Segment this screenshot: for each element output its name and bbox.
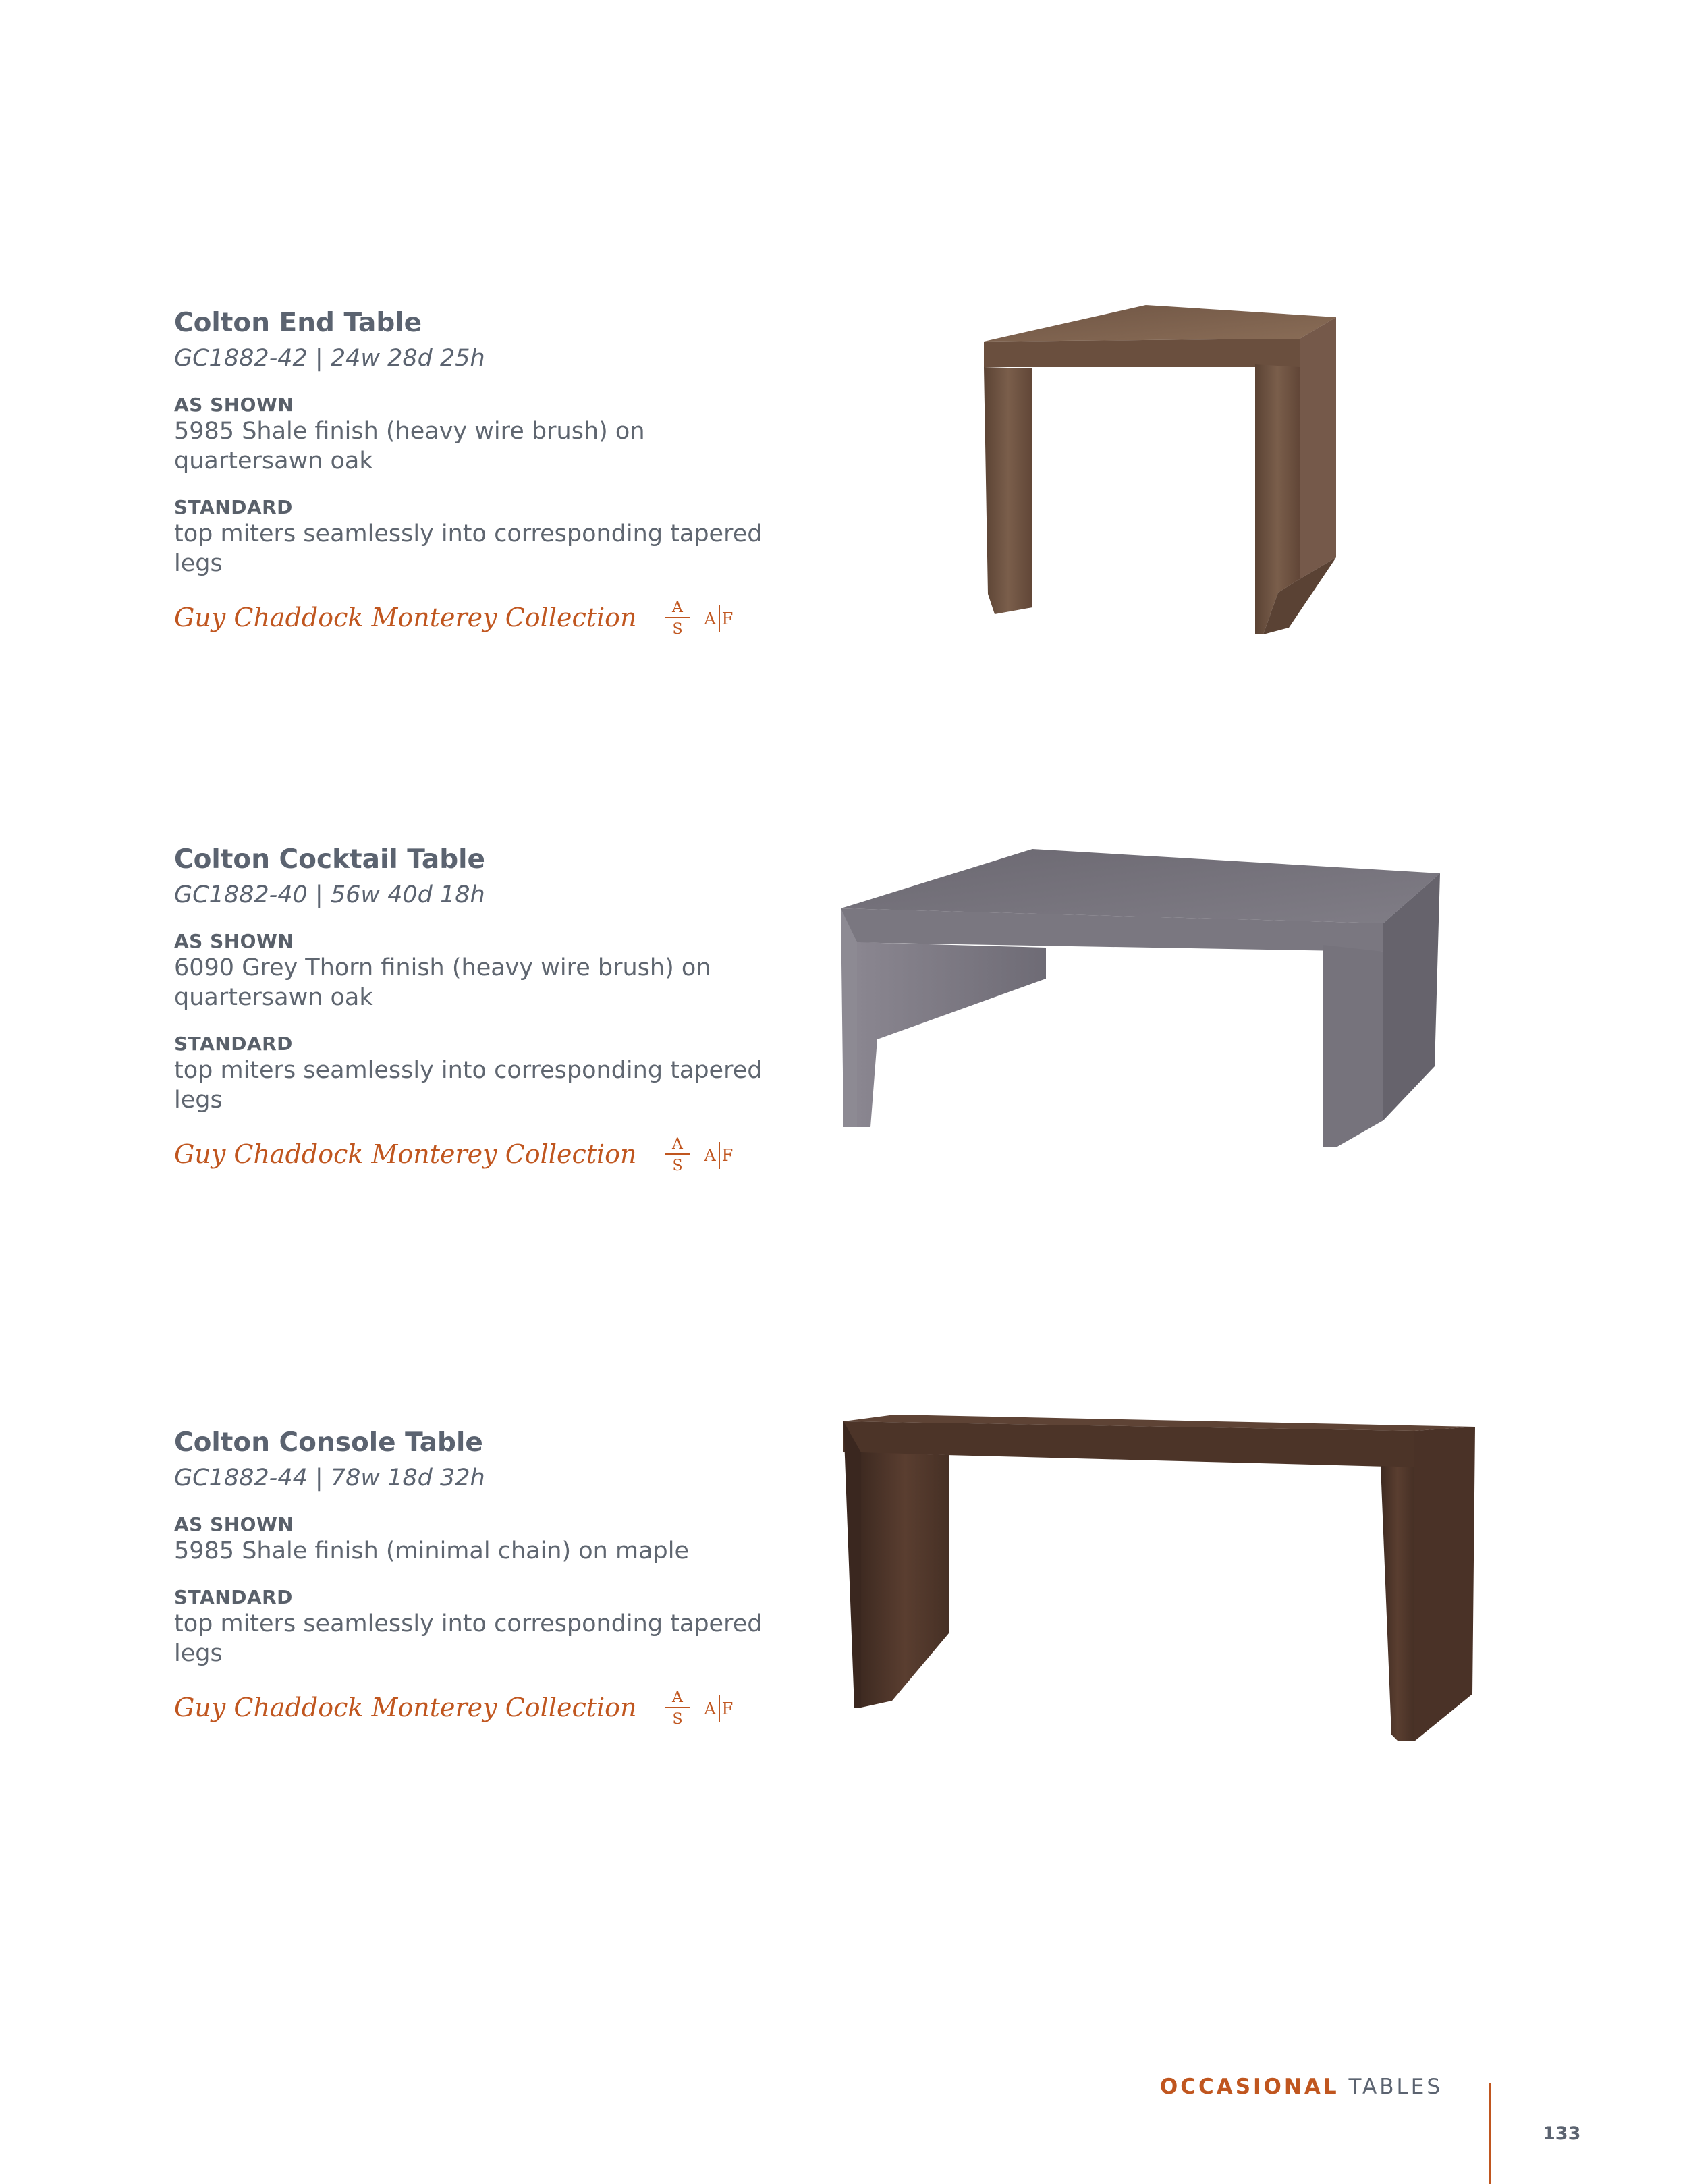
logo-letter-f: F bbox=[721, 1146, 733, 1165]
logo-letter-a: A bbox=[671, 599, 683, 616]
product-info bbox=[174, 307, 849, 638]
logo-letter-a: A bbox=[671, 1136, 683, 1153]
as-shown-label: AS SHOWN bbox=[174, 393, 294, 416]
as-shown-text: 5985 Shale finish (heavy wire brush) on quartersawn oak bbox=[174, 418, 645, 474]
cocktail-table-photo bbox=[837, 844, 1444, 1154]
product-title: Colton End Table bbox=[174, 308, 422, 338]
logo-letter-s: S bbox=[671, 1711, 683, 1728]
standard-label: STANDARD bbox=[174, 496, 293, 518]
console-table-photo bbox=[841, 1411, 1482, 1748]
brand-logo-icon bbox=[663, 597, 744, 638]
brand-logo-icon bbox=[663, 1687, 744, 1728]
standard-label: STANDARD bbox=[174, 1586, 293, 1608]
product-sku: GC1882-40 | 56w 40d 18h bbox=[174, 881, 485, 908]
footer-divider bbox=[1489, 2083, 1491, 2184]
collection-name: Guy Chaddock Monterey Collection bbox=[174, 603, 637, 632]
product-sku: GC1882-44 | 78w 18d 32h bbox=[174, 1465, 485, 1492]
footer-category-rest: TABLES bbox=[1348, 2075, 1443, 2099]
footer-category bbox=[1160, 2075, 1443, 2099]
logo-letter-f: F bbox=[721, 1699, 733, 1718]
as-shown-label: AS SHOWN bbox=[174, 930, 294, 952]
logo-letter-a2: A bbox=[703, 1146, 716, 1165]
as-shown-label: AS SHOWN bbox=[174, 1513, 294, 1535]
standard-text: top miters seamlessly into corresponding tapered legs bbox=[174, 1057, 763, 1114]
logo-letter-a: A bbox=[671, 1689, 683, 1706]
collection-row bbox=[174, 1687, 849, 1728]
collection-name: Guy Chaddock Monterey Collection bbox=[174, 1693, 637, 1722]
brand-logo-icon bbox=[663, 1134, 744, 1174]
as-shown-text: 6090 Grey Thorn finish (heavy wire brush) on quartersawn oak bbox=[174, 954, 711, 1011]
footer-category-accent: OCCASIONAL bbox=[1159, 2075, 1339, 2099]
logo-letter-s: S bbox=[671, 1157, 683, 1174]
product-title: Colton Console Table bbox=[174, 1427, 483, 1458]
page-number: 133 bbox=[1543, 2123, 1581, 2144]
logo-letter-a2: A bbox=[703, 609, 716, 628]
logo-letter-a2: A bbox=[703, 1699, 716, 1718]
standard-text: top miters seamlessly into corresponding tapered legs bbox=[174, 1610, 763, 1667]
product-info bbox=[174, 844, 849, 1174]
collection-row bbox=[174, 597, 849, 638]
product-sku: GC1882-42 | 24w 28d 25h bbox=[174, 345, 485, 372]
standard-text: top miters seamlessly into corresponding tapered legs bbox=[174, 520, 763, 577]
collection-row bbox=[174, 1134, 849, 1174]
product-title: Colton Cocktail Table bbox=[174, 844, 485, 875]
logo-letter-f: F bbox=[721, 609, 733, 628]
standard-label: STANDARD bbox=[174, 1033, 293, 1055]
collection-name: Guy Chaddock Monterey Collection bbox=[174, 1139, 637, 1169]
product-info bbox=[174, 1427, 849, 1728]
as-shown-text: 5985 Shale finish (minimal chain) on maple bbox=[174, 1537, 689, 1564]
logo-letter-s: S bbox=[671, 621, 683, 638]
end-table-photo bbox=[972, 297, 1350, 661]
